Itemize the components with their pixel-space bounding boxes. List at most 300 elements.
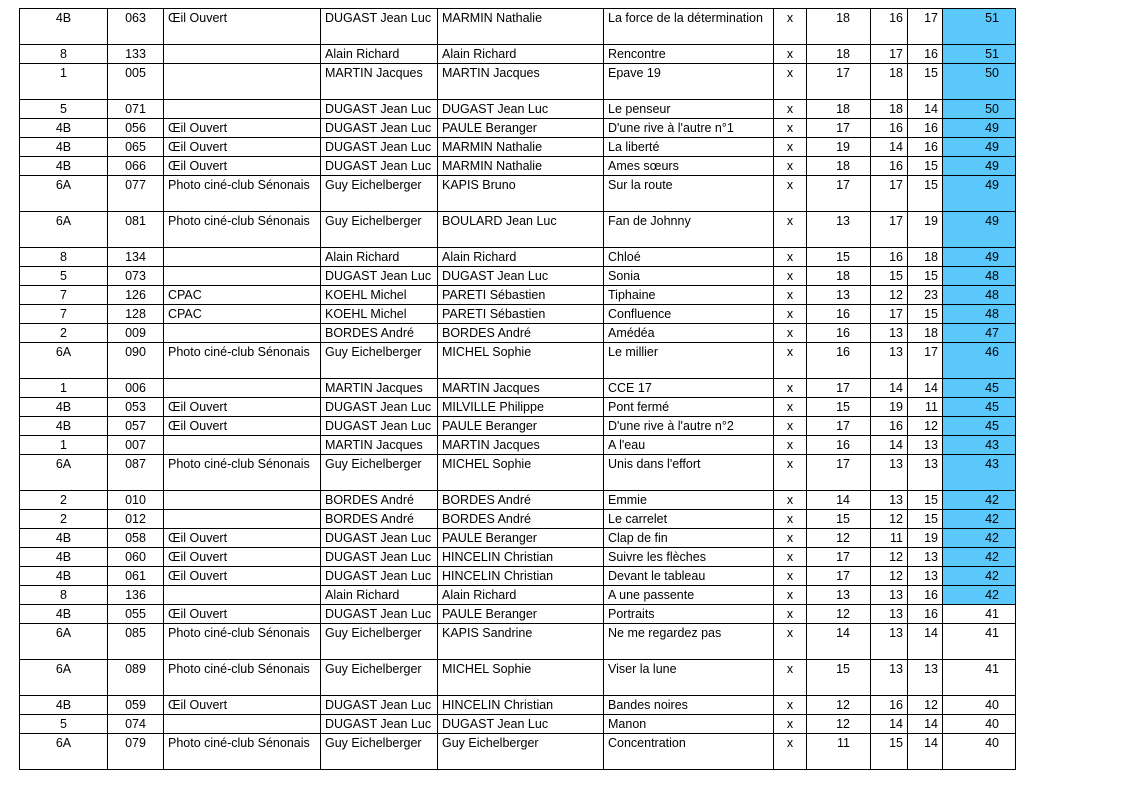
section-cell: 4B [20, 548, 108, 567]
score-1-cell: 17 [807, 64, 871, 100]
score-3-cell: 15 [908, 176, 943, 212]
table-row [20, 696, 1016, 715]
author-cell: KAPIS Sandrine [438, 624, 604, 660]
author-cell: MICHEL Sophie [438, 343, 604, 379]
author-cell: DUGAST Jean Luc [438, 267, 604, 286]
score-1-cell: 16 [807, 305, 871, 324]
responsable-cell: DUGAST Jean Luc [321, 529, 438, 548]
score-2-cell: 11 [871, 529, 908, 548]
section-cell: 8 [20, 586, 108, 605]
table-row [20, 100, 1016, 119]
responsable-cell: Alain Richard [321, 45, 438, 64]
table-row [20, 305, 1016, 324]
author-cell: BORDES André [438, 510, 604, 529]
score-1-cell: 13 [807, 212, 871, 248]
title-cell: D'une rive à l'autre n°1 [604, 119, 774, 138]
score-3-cell: 15 [908, 305, 943, 324]
table-row [20, 548, 1016, 567]
entry-number-cell: 066 [108, 157, 164, 176]
total-score-cell: 47 [943, 324, 1016, 343]
author-cell: MARMIN Nathalie [438, 9, 604, 45]
table-row [20, 455, 1016, 491]
section-cell: 2 [20, 324, 108, 343]
mark-cell: x [774, 248, 807, 267]
table-row [20, 398, 1016, 417]
club-cell: Œil Ouvert [164, 417, 321, 436]
score-3-cell: 16 [908, 138, 943, 157]
score-1-cell: 12 [807, 529, 871, 548]
score-3-cell: 12 [908, 417, 943, 436]
score-1-cell: 14 [807, 624, 871, 660]
club-cell: CPAC [164, 286, 321, 305]
total-score-cell: 40 [943, 715, 1016, 734]
title-cell: Tiphaine [604, 286, 774, 305]
section-cell: 2 [20, 491, 108, 510]
score-1-cell: 17 [807, 176, 871, 212]
total-score-cell: 49 [943, 157, 1016, 176]
responsable-cell: Guy Eichelberger [321, 455, 438, 491]
table-row [20, 436, 1016, 455]
mark-cell: x [774, 491, 807, 510]
section-cell: 8 [20, 45, 108, 64]
table-row [20, 343, 1016, 379]
table-row [20, 267, 1016, 286]
score-2-cell: 14 [871, 138, 908, 157]
section-cell: 5 [20, 715, 108, 734]
total-score-cell: 49 [943, 138, 1016, 157]
total-score-cell: 40 [943, 696, 1016, 715]
mark-cell: x [774, 548, 807, 567]
score-2-cell: 16 [871, 9, 908, 45]
club-cell: Photo ciné-club Sénonais [164, 212, 321, 248]
title-cell: Epave 19 [604, 64, 774, 100]
author-cell: DUGAST Jean Luc [438, 715, 604, 734]
club-cell: CPAC [164, 305, 321, 324]
table-row [20, 286, 1016, 305]
mark-cell: x [774, 605, 807, 624]
responsable-cell: KOEHL Michel [321, 305, 438, 324]
total-score-cell: 42 [943, 567, 1016, 586]
title-cell: Bandes noires [604, 696, 774, 715]
section-cell: 1 [20, 64, 108, 100]
title-cell: A l'eau [604, 436, 774, 455]
author-cell: Alain Richard [438, 45, 604, 64]
title-cell: Manon [604, 715, 774, 734]
score-2-cell: 14 [871, 379, 908, 398]
table-row [20, 624, 1016, 660]
score-3-cell: 17 [908, 343, 943, 379]
score-1-cell: 19 [807, 138, 871, 157]
author-cell: BORDES André [438, 491, 604, 510]
total-score-cell: 50 [943, 64, 1016, 100]
title-cell: Suivre les flèches [604, 548, 774, 567]
mark-cell: x [774, 305, 807, 324]
score-1-cell: 18 [807, 157, 871, 176]
score-2-cell: 17 [871, 45, 908, 64]
total-score-cell: 42 [943, 529, 1016, 548]
responsable-cell: DUGAST Jean Luc [321, 398, 438, 417]
score-1-cell: 18 [807, 100, 871, 119]
club-cell [164, 248, 321, 267]
score-2-cell: 12 [871, 548, 908, 567]
title-cell: Pont fermé [604, 398, 774, 417]
entry-number-cell: 063 [108, 9, 164, 45]
score-2-cell: 13 [871, 324, 908, 343]
mark-cell: x [774, 9, 807, 45]
score-2-cell: 18 [871, 100, 908, 119]
score-1-cell: 16 [807, 343, 871, 379]
section-cell: 7 [20, 286, 108, 305]
section-cell: 6A [20, 212, 108, 248]
section-cell: 6A [20, 624, 108, 660]
score-3-cell: 14 [908, 624, 943, 660]
club-cell [164, 379, 321, 398]
responsable-cell: BORDES André [321, 491, 438, 510]
responsable-cell: Guy Eichelberger [321, 176, 438, 212]
mark-cell: x [774, 510, 807, 529]
score-3-cell: 19 [908, 212, 943, 248]
title-cell: Ne me regardez pas [604, 624, 774, 660]
entry-number-cell: 133 [108, 45, 164, 64]
author-cell: MARMIN Nathalie [438, 157, 604, 176]
author-cell: PAULE Beranger [438, 529, 604, 548]
total-score-cell: 43 [943, 455, 1016, 491]
entry-number-cell: 056 [108, 119, 164, 138]
section-cell: 4B [20, 567, 108, 586]
score-3-cell: 14 [908, 379, 943, 398]
section-cell: 4B [20, 696, 108, 715]
club-cell [164, 491, 321, 510]
mark-cell: x [774, 100, 807, 119]
club-cell [164, 64, 321, 100]
total-score-cell: 46 [943, 343, 1016, 379]
score-1-cell: 15 [807, 510, 871, 529]
score-3-cell: 18 [908, 324, 943, 343]
responsable-cell: MARTIN Jacques [321, 379, 438, 398]
author-cell: Alain Richard [438, 586, 604, 605]
author-cell: Guy Eichelberger [438, 734, 604, 770]
score-2-cell: 13 [871, 455, 908, 491]
author-cell: HINCELIN Christian [438, 696, 604, 715]
score-3-cell: 18 [908, 248, 943, 267]
mark-cell: x [774, 212, 807, 248]
entry-number-cell: 053 [108, 398, 164, 417]
score-3-cell: 16 [908, 605, 943, 624]
score-2-cell: 13 [871, 624, 908, 660]
score-3-cell: 14 [908, 734, 943, 770]
score-3-cell: 15 [908, 64, 943, 100]
responsable-cell: DUGAST Jean Luc [321, 138, 438, 157]
section-cell: 1 [20, 436, 108, 455]
score-2-cell: 16 [871, 157, 908, 176]
score-2-cell: 17 [871, 176, 908, 212]
mark-cell: x [774, 455, 807, 491]
responsable-cell: Guy Eichelberger [321, 734, 438, 770]
table-row [20, 212, 1016, 248]
mark-cell: x [774, 64, 807, 100]
total-score-cell: 40 [943, 734, 1016, 770]
mark-cell: x [774, 343, 807, 379]
score-3-cell: 13 [908, 660, 943, 696]
score-1-cell: 17 [807, 567, 871, 586]
score-1-cell: 15 [807, 248, 871, 267]
table-body [20, 9, 1016, 770]
score-1-cell: 18 [807, 9, 871, 45]
score-2-cell: 12 [871, 510, 908, 529]
score-1-cell: 14 [807, 491, 871, 510]
entry-number-cell: 071 [108, 100, 164, 119]
title-cell: Unis dans l'effort [604, 455, 774, 491]
score-1-cell: 12 [807, 605, 871, 624]
entry-number-cell: 074 [108, 715, 164, 734]
mark-cell: x [774, 45, 807, 64]
total-score-cell: 42 [943, 586, 1016, 605]
score-2-cell: 13 [871, 586, 908, 605]
total-score-cell: 51 [943, 45, 1016, 64]
entry-number-cell: 010 [108, 491, 164, 510]
score-3-cell: 13 [908, 548, 943, 567]
mark-cell: x [774, 734, 807, 770]
mark-cell: x [774, 436, 807, 455]
club-cell: Œil Ouvert [164, 548, 321, 567]
score-2-cell: 13 [871, 660, 908, 696]
title-cell: Fan de Johnny [604, 212, 774, 248]
mark-cell: x [774, 529, 807, 548]
entry-number-cell: 007 [108, 436, 164, 455]
section-cell: 6A [20, 343, 108, 379]
author-cell: Alain Richard [438, 248, 604, 267]
section-cell: 4B [20, 417, 108, 436]
author-cell: HINCELIN Christian [438, 567, 604, 586]
club-cell: Photo ciné-club Sénonais [164, 343, 321, 379]
responsable-cell: DUGAST Jean Luc [321, 548, 438, 567]
score-3-cell: 15 [908, 510, 943, 529]
score-3-cell: 12 [908, 696, 943, 715]
table-row [20, 605, 1016, 624]
responsable-cell: Guy Eichelberger [321, 343, 438, 379]
section-cell: 6A [20, 734, 108, 770]
mark-cell: x [774, 567, 807, 586]
title-cell: Viser la lune [604, 660, 774, 696]
section-cell: 5 [20, 267, 108, 286]
author-cell: MICHEL Sophie [438, 455, 604, 491]
section-cell: 4B [20, 398, 108, 417]
score-3-cell: 11 [908, 398, 943, 417]
score-1-cell: 17 [807, 417, 871, 436]
mark-cell: x [774, 586, 807, 605]
club-cell: Photo ciné-club Sénonais [164, 624, 321, 660]
entry-number-cell: 089 [108, 660, 164, 696]
score-2-cell: 14 [871, 436, 908, 455]
title-cell: Emmie [604, 491, 774, 510]
entry-number-cell: 055 [108, 605, 164, 624]
responsable-cell: BORDES André [321, 510, 438, 529]
score-2-cell: 18 [871, 64, 908, 100]
score-2-cell: 19 [871, 398, 908, 417]
score-3-cell: 15 [908, 491, 943, 510]
title-cell: La liberté [604, 138, 774, 157]
responsable-cell: MARTIN Jacques [321, 436, 438, 455]
entry-number-cell: 061 [108, 567, 164, 586]
entry-number-cell: 081 [108, 212, 164, 248]
entry-number-cell: 058 [108, 529, 164, 548]
score-1-cell: 15 [807, 398, 871, 417]
score-3-cell: 13 [908, 436, 943, 455]
entry-number-cell: 059 [108, 696, 164, 715]
total-score-cell: 41 [943, 605, 1016, 624]
section-cell: 4B [20, 119, 108, 138]
score-2-cell: 15 [871, 267, 908, 286]
score-3-cell: 16 [908, 45, 943, 64]
score-1-cell: 13 [807, 586, 871, 605]
author-cell: PAULE Beranger [438, 119, 604, 138]
author-cell: MARTIN Jacques [438, 64, 604, 100]
mark-cell: x [774, 138, 807, 157]
club-cell: Œil Ouvert [164, 157, 321, 176]
table-row [20, 529, 1016, 548]
total-score-cell: 45 [943, 417, 1016, 436]
section-cell: 5 [20, 100, 108, 119]
responsable-cell: DUGAST Jean Luc [321, 9, 438, 45]
total-score-cell: 48 [943, 267, 1016, 286]
title-cell: Amédéa [604, 324, 774, 343]
table-row [20, 417, 1016, 436]
responsable-cell: Guy Eichelberger [321, 624, 438, 660]
entry-number-cell: 065 [108, 138, 164, 157]
section-cell: 2 [20, 510, 108, 529]
mark-cell: x [774, 715, 807, 734]
title-cell: CCE 17 [604, 379, 774, 398]
responsable-cell: DUGAST Jean Luc [321, 567, 438, 586]
section-cell: 4B [20, 9, 108, 45]
mark-cell: x [774, 379, 807, 398]
club-cell: Œil Ouvert [164, 529, 321, 548]
mark-cell: x [774, 324, 807, 343]
author-cell: BORDES André [438, 324, 604, 343]
entry-number-cell: 090 [108, 343, 164, 379]
title-cell: D'une rive à l'autre n°2 [604, 417, 774, 436]
entry-number-cell: 012 [108, 510, 164, 529]
responsable-cell: MARTIN Jacques [321, 64, 438, 100]
total-score-cell: 50 [943, 100, 1016, 119]
author-cell: MARTIN Jacques [438, 379, 604, 398]
author-cell: BOULARD Jean Luc [438, 212, 604, 248]
responsable-cell: DUGAST Jean Luc [321, 605, 438, 624]
club-cell: Œil Ouvert [164, 605, 321, 624]
score-2-cell: 16 [871, 696, 908, 715]
score-2-cell: 17 [871, 212, 908, 248]
section-cell: 6A [20, 455, 108, 491]
club-cell: Œil Ouvert [164, 398, 321, 417]
total-score-cell: 41 [943, 624, 1016, 660]
club-cell [164, 324, 321, 343]
entry-number-cell: 079 [108, 734, 164, 770]
club-cell [164, 436, 321, 455]
mark-cell: x [774, 398, 807, 417]
section-cell: 7 [20, 305, 108, 324]
section-cell: 6A [20, 660, 108, 696]
entry-number-cell: 128 [108, 305, 164, 324]
mark-cell: x [774, 624, 807, 660]
responsable-cell: DUGAST Jean Luc [321, 696, 438, 715]
score-2-cell: 17 [871, 305, 908, 324]
entry-number-cell: 134 [108, 248, 164, 267]
responsable-cell: Alain Richard [321, 586, 438, 605]
title-cell: Le carrelet [604, 510, 774, 529]
results-table [19, 8, 1016, 770]
author-cell: PARETI Sébastien [438, 305, 604, 324]
score-3-cell: 13 [908, 567, 943, 586]
entry-number-cell: 073 [108, 267, 164, 286]
title-cell: Sonia [604, 267, 774, 286]
mark-cell: x [774, 660, 807, 696]
title-cell: Portraits [604, 605, 774, 624]
title-cell: Le penseur [604, 100, 774, 119]
responsable-cell: DUGAST Jean Luc [321, 100, 438, 119]
score-3-cell: 15 [908, 157, 943, 176]
score-1-cell: 18 [807, 45, 871, 64]
table-row [20, 715, 1016, 734]
responsable-cell: Alain Richard [321, 248, 438, 267]
table-row [20, 9, 1016, 45]
mark-cell: x [774, 119, 807, 138]
author-cell: MICHEL Sophie [438, 660, 604, 696]
total-score-cell: 41 [943, 660, 1016, 696]
table-row [20, 567, 1016, 586]
section-cell: 4B [20, 138, 108, 157]
title-cell: Concentration [604, 734, 774, 770]
title-cell: Confluence [604, 305, 774, 324]
responsable-cell: DUGAST Jean Luc [321, 267, 438, 286]
club-cell [164, 510, 321, 529]
responsable-cell: BORDES André [321, 324, 438, 343]
table-row [20, 176, 1016, 212]
score-3-cell: 23 [908, 286, 943, 305]
author-cell: MILVILLE Philippe [438, 398, 604, 417]
club-cell: Photo ciné-club Sénonais [164, 455, 321, 491]
score-1-cell: 18 [807, 267, 871, 286]
club-cell [164, 267, 321, 286]
score-2-cell: 12 [871, 567, 908, 586]
score-2-cell: 13 [871, 605, 908, 624]
table-row [20, 138, 1016, 157]
total-score-cell: 49 [943, 119, 1016, 138]
title-cell: Le millier [604, 343, 774, 379]
title-cell: Sur la route [604, 176, 774, 212]
score-1-cell: 12 [807, 715, 871, 734]
club-cell: Œil Ouvert [164, 138, 321, 157]
entry-number-cell: 009 [108, 324, 164, 343]
section-cell: 1 [20, 379, 108, 398]
mark-cell: x [774, 417, 807, 436]
table-row [20, 324, 1016, 343]
score-1-cell: 16 [807, 324, 871, 343]
total-score-cell: 51 [943, 9, 1016, 45]
entry-number-cell: 060 [108, 548, 164, 567]
total-score-cell: 48 [943, 305, 1016, 324]
entry-number-cell: 126 [108, 286, 164, 305]
club-cell: Œil Ouvert [164, 119, 321, 138]
club-cell: Photo ciné-club Sénonais [164, 176, 321, 212]
author-cell: MARMIN Nathalie [438, 138, 604, 157]
entry-number-cell: 006 [108, 379, 164, 398]
table-row [20, 64, 1016, 100]
score-2-cell: 16 [871, 417, 908, 436]
score-2-cell: 15 [871, 734, 908, 770]
responsable-cell: DUGAST Jean Luc [321, 715, 438, 734]
table-row [20, 248, 1016, 267]
club-cell: Œil Ouvert [164, 9, 321, 45]
